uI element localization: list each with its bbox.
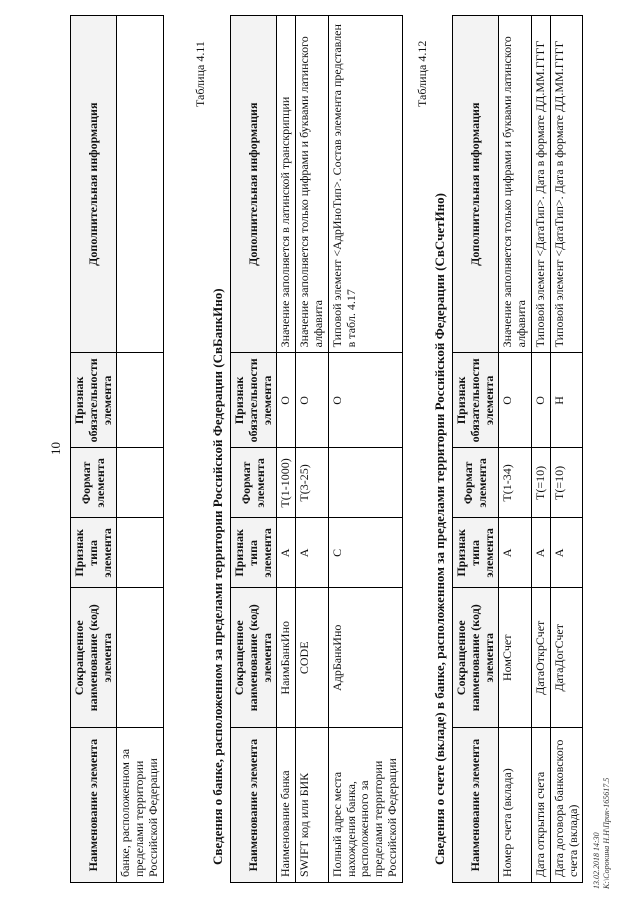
cell-type: А xyxy=(277,518,296,588)
cell-mandatory: О xyxy=(296,353,329,448)
cell-info: Типовой элемент <ДатаТип>. Дата в формате ДД.ММ.ГГГГ xyxy=(531,16,550,353)
column-header-code: Сокращенное наименование (код) элемента xyxy=(231,588,277,728)
column-header-code: Сокращенное наименование (код) элемента xyxy=(71,588,117,728)
column-header-name: Наименование элемента xyxy=(231,728,277,883)
table-row xyxy=(277,16,296,883)
cell-name: Наименование банка xyxy=(277,728,296,883)
page-number: 10 xyxy=(48,442,63,455)
column-header-format: Формат элемента xyxy=(453,448,499,518)
column-header-info: Дополнительная информация xyxy=(453,16,499,353)
table-row xyxy=(117,16,163,883)
table-header-row xyxy=(453,16,499,883)
table-4-11-label: Таблица 4.11 xyxy=(193,41,207,107)
column-header-info: Дополнительная информация xyxy=(71,16,117,353)
footer-date: 13.02.2018 14:30 xyxy=(592,832,601,889)
cell-mandatory: Н xyxy=(550,353,583,448)
cell-code: CODE xyxy=(296,588,329,728)
table-4-12-caption: Сведения о счете (вкладе) в банке, расположенном за пределами территории Российской Федерации (СвСчетИно) xyxy=(432,192,447,865)
table-4-11-caption: Сведения о банке, расположенном за пределами территории Российской Федерации (СвБанкИно) xyxy=(210,288,225,865)
table-header-row xyxy=(71,16,117,883)
cell-format xyxy=(328,448,402,518)
cell-format: T(3-25) xyxy=(296,448,329,518)
cell-info: Типовой элемент <АдрИноТип>. Состав элемента представлен в табл. 4.17 xyxy=(328,16,402,353)
cell-name: SWIFT код или БИК xyxy=(296,728,329,883)
column-header-name: Наименование элемента xyxy=(453,728,499,883)
table-4-11 xyxy=(230,15,403,883)
table-4-12 xyxy=(452,15,583,883)
table-row xyxy=(531,16,550,883)
column-header-name: Наименование элемента xyxy=(71,728,117,883)
cell-mandatory: О xyxy=(277,353,296,448)
cell-name: Дата открытия счета xyxy=(531,728,550,883)
cell-format: T(1-34) xyxy=(499,448,532,518)
footer-path: К:\Сорокина Н.Н\Прик-165617.5 xyxy=(601,777,611,889)
cell-type: А xyxy=(499,518,532,588)
table-header-row xyxy=(231,16,277,883)
cell-format: T(=10) xyxy=(550,448,583,518)
cell-code xyxy=(117,588,163,728)
cell-format: T(=10) xyxy=(531,448,550,518)
cell-code: ДатаДогСчет xyxy=(550,588,583,728)
column-header-type: Признак типа элемента xyxy=(231,518,277,588)
cell-code: АдрБанкИно xyxy=(328,588,402,728)
cell-mandatory: О xyxy=(499,353,532,448)
table-row xyxy=(550,16,583,883)
table-row xyxy=(499,16,532,883)
cell-name: Полный адрес места нахождения банка, расположенного за пределами территории Российской Федерации xyxy=(328,728,402,883)
cell-code: НомСчет xyxy=(499,588,532,728)
column-header-format: Формат элемента xyxy=(231,448,277,518)
cell-code: НаимБанкИно xyxy=(277,588,296,728)
cell-info xyxy=(117,16,163,353)
cell-mandatory: О xyxy=(328,353,402,448)
cell-code: ДатаОткрСчет xyxy=(531,588,550,728)
table-4-12-label: Таблица 4.12 xyxy=(415,40,429,107)
column-header-mandatory: Признак обязательности элемента xyxy=(231,353,277,448)
table-row xyxy=(296,16,329,883)
cell-name: Номер счета (вклада) xyxy=(499,728,532,883)
column-header-mandatory: Признак обязательности элемента xyxy=(71,353,117,448)
column-header-code: Сокращенное наименование (код) элемента xyxy=(453,588,499,728)
cell-info: Значение заполняется только цифрами и буквами латинского алфавита xyxy=(296,16,329,353)
cell-info: Типовой элемент <ДатаТип>. Дата в формате ДД.ММ.ГГГГ xyxy=(550,16,583,353)
cell-info: Значение заполняется в латинской транскрипции xyxy=(277,16,296,353)
cell-format xyxy=(117,448,163,518)
column-header-format: Формат элемента xyxy=(71,448,117,518)
column-header-type: Признак типа элемента xyxy=(453,518,499,588)
cell-name: Дата договора банковского счета (вклада) xyxy=(550,728,583,883)
top-table xyxy=(70,15,164,883)
cell-mandatory: О xyxy=(531,353,550,448)
column-header-type: Признак типа элемента xyxy=(71,518,117,588)
cell-info: Значение заполняется только цифрами и буквами латинского алфавита xyxy=(499,16,532,353)
cell-type xyxy=(117,518,163,588)
cell-name: банке, расположенном за пределами территории Российской Федерации xyxy=(117,728,163,883)
cell-format: T(1-1000) xyxy=(277,448,296,518)
footer-stamp xyxy=(592,778,611,889)
cell-type: А xyxy=(531,518,550,588)
cell-mandatory xyxy=(117,353,163,448)
cell-type: С xyxy=(328,518,402,588)
column-header-mandatory: Признак обязательности элемента xyxy=(453,353,499,448)
cell-type: А xyxy=(550,518,583,588)
cell-type: А xyxy=(296,518,329,588)
column-header-info: Дополнительная информация xyxy=(231,16,277,353)
table-row xyxy=(328,16,402,883)
